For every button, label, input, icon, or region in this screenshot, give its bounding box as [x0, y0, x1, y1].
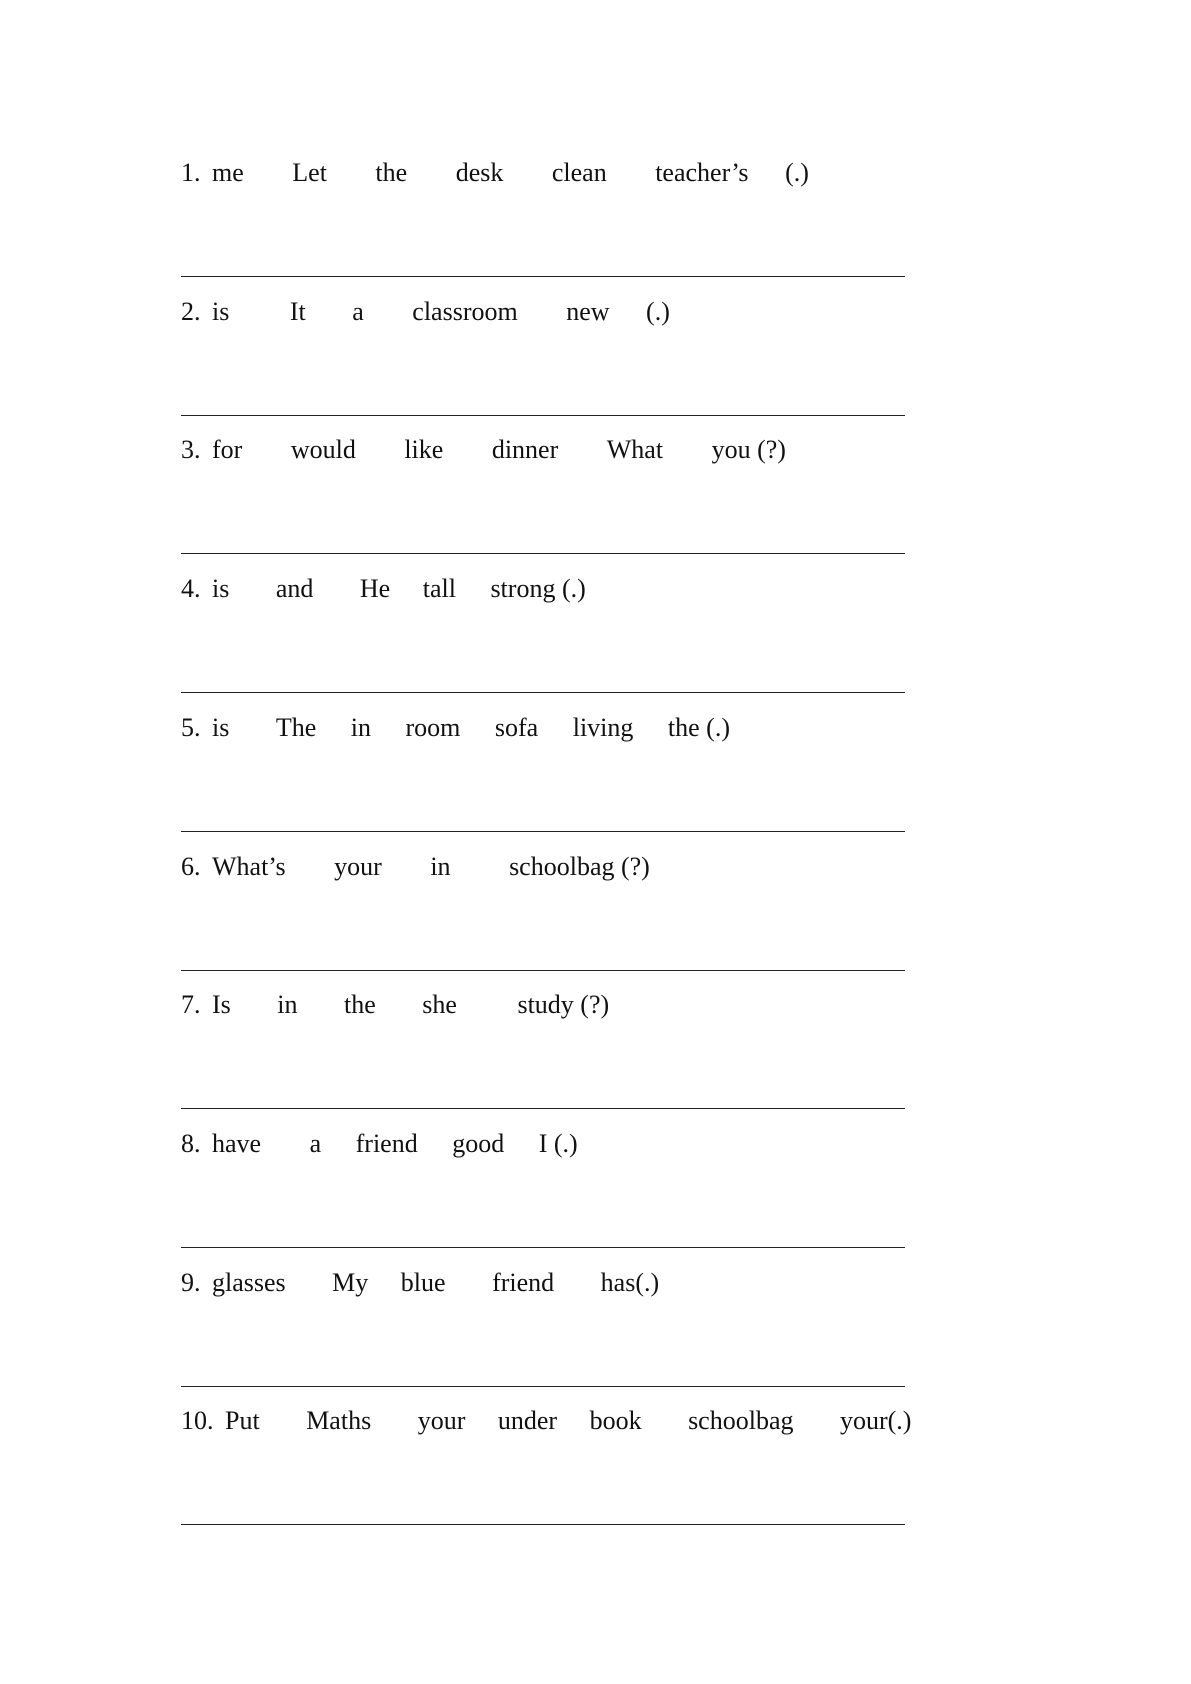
question-number: 9.: [181, 1268, 201, 1297]
scrambled-word: schoolbag: [688, 1406, 794, 1435]
scrambled-word: teacher’s: [655, 158, 749, 187]
scrambled-word: friend: [492, 1268, 555, 1297]
scrambled-word: like: [404, 435, 444, 464]
answer-line-7[interactable]: [181, 1108, 905, 1109]
scrambled-word: new: [566, 297, 610, 326]
scrambled-word: you (?): [711, 435, 786, 464]
scrambled-word: Let: [292, 158, 327, 187]
answer-line-5[interactable]: [181, 831, 905, 832]
answer-line-9[interactable]: [181, 1386, 905, 1387]
scrambled-word: have: [212, 1129, 262, 1158]
scrambled-word: book: [589, 1406, 642, 1435]
scrambled-word: What: [606, 435, 664, 464]
question-number: 8.: [181, 1129, 201, 1158]
scrambled-word: clean: [551, 158, 607, 187]
scrambled-word: the: [375, 158, 408, 187]
question-number: 3.: [181, 435, 201, 464]
scrambled-word: in: [430, 852, 451, 881]
scrambled-word: she: [422, 990, 457, 1019]
scrambled-word: is: [212, 297, 230, 326]
scrambled-word: your(.): [839, 1406, 912, 1435]
question-7: [181, 985, 609, 1025]
scrambled-word: Maths: [306, 1406, 372, 1435]
scrambled-word: (.): [646, 297, 670, 326]
question-number: 6.: [181, 852, 201, 881]
scrambled-word: is: [212, 574, 230, 603]
scrambled-word: under: [497, 1406, 558, 1435]
question-4: [181, 569, 586, 609]
scrambled-word: would: [290, 435, 356, 464]
scrambled-word: What’s: [212, 852, 286, 881]
scrambled-word: in: [277, 990, 298, 1019]
question-number: 2.: [181, 297, 201, 326]
scrambled-word: desk: [455, 158, 504, 187]
answer-line-2[interactable]: [181, 415, 905, 416]
scrambled-word: in: [350, 713, 371, 742]
scrambled-word: classroom: [412, 297, 518, 326]
scrambled-word: a: [309, 1129, 322, 1158]
scrambled-word: strong (.): [490, 574, 586, 603]
scrambled-word: (.): [785, 158, 809, 187]
scrambled-word: room: [405, 713, 461, 742]
question-1: [181, 153, 809, 193]
scrambled-word: the (.): [667, 713, 730, 742]
scrambled-word: Put: [225, 1406, 260, 1435]
scrambled-word: me: [212, 158, 244, 187]
scrambled-word: He: [359, 574, 391, 603]
scrambled-word: is: [212, 713, 230, 742]
answer-line-3[interactable]: [181, 553, 905, 554]
question-10: [181, 1401, 911, 1441]
question-number: 10.: [181, 1406, 214, 1435]
answer-line-6[interactable]: [181, 970, 905, 971]
scrambled-word: has(.): [600, 1268, 660, 1297]
scrambled-word: The: [275, 713, 317, 742]
question-6: [181, 847, 650, 887]
scrambled-word: schoolbag (?): [509, 852, 650, 881]
scrambled-word: I (.): [538, 1129, 578, 1158]
answer-line-8[interactable]: [181, 1247, 905, 1248]
scrambled-word: My: [332, 1268, 369, 1297]
scrambled-word: It: [289, 297, 306, 326]
question-number: 4.: [181, 574, 201, 603]
question-number: 1.: [181, 158, 201, 187]
question-3: [181, 430, 786, 470]
scrambled-word: a: [352, 297, 364, 326]
scrambled-word: your: [417, 1406, 466, 1435]
scrambled-word: good: [452, 1129, 505, 1158]
question-number: 7.: [181, 990, 201, 1019]
scrambled-word: sofa: [494, 713, 539, 742]
scrambled-word: glasses: [212, 1268, 286, 1297]
scrambled-word: blue: [400, 1268, 446, 1297]
answer-line-1[interactable]: [181, 276, 905, 277]
question-number: 5.: [181, 713, 201, 742]
scrambled-word: Is: [212, 990, 231, 1019]
answer-line-10[interactable]: [181, 1524, 905, 1525]
scrambled-word: for: [212, 435, 243, 464]
scrambled-word: the: [344, 990, 376, 1019]
question-9: [181, 1263, 659, 1303]
question-8: [181, 1124, 578, 1164]
answer-line-4[interactable]: [181, 692, 905, 693]
scrambled-word: dinner: [491, 435, 559, 464]
scrambled-word: study (?): [517, 990, 610, 1019]
scrambled-word: friend: [355, 1129, 418, 1158]
question-5: [181, 708, 730, 748]
scrambled-word: and: [275, 574, 314, 603]
scrambled-word: living: [572, 713, 634, 742]
scrambled-word: tall: [422, 574, 456, 603]
question-2: [181, 292, 670, 332]
scrambled-word: your: [334, 852, 382, 881]
